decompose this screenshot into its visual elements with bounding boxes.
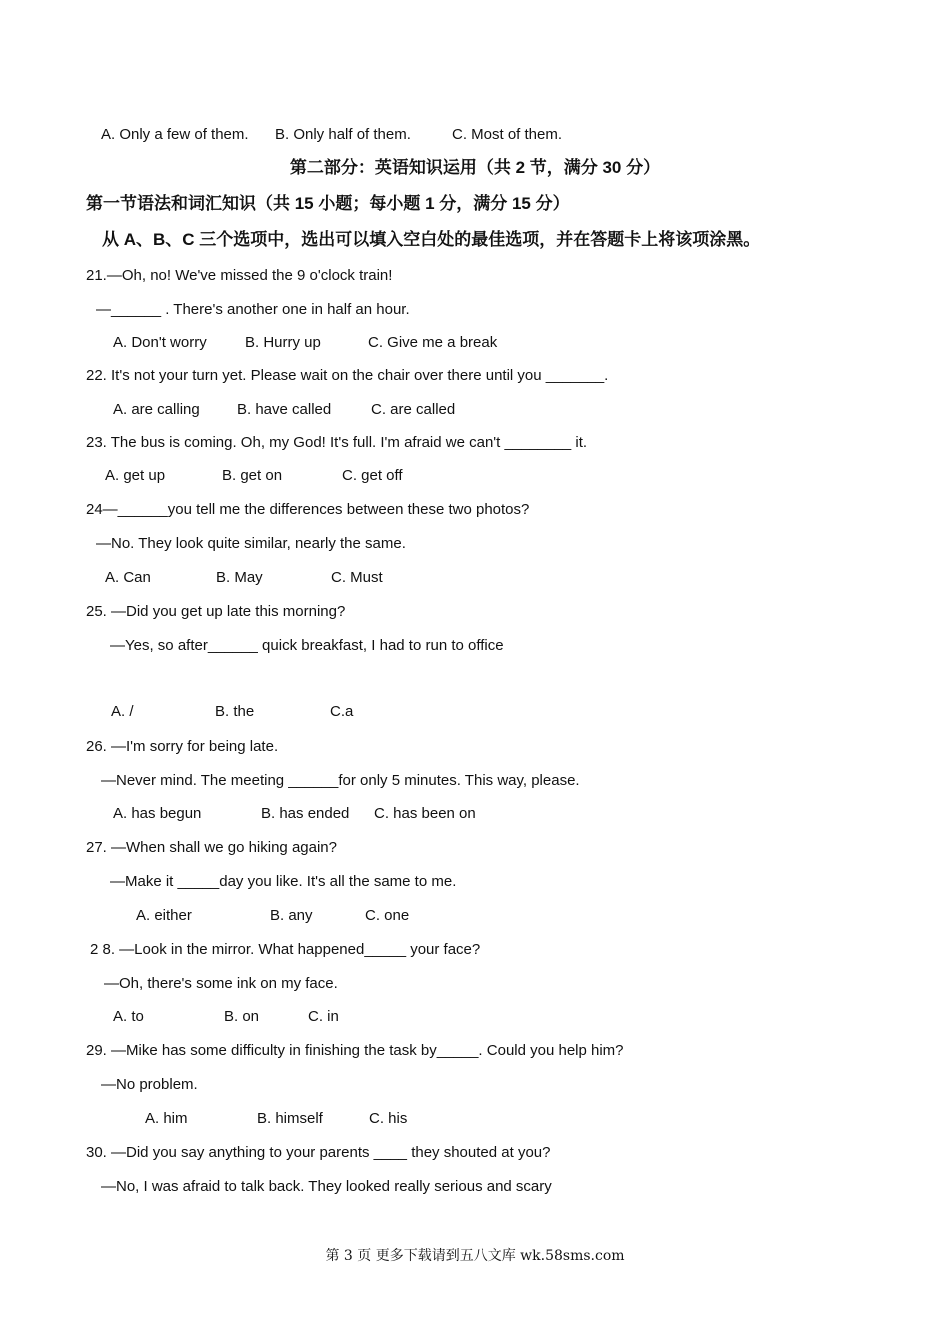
q22-option-b: B. have called <box>237 401 332 418</box>
section1-title: 第一节语法和词汇知识（共 15 小题；每小题 1 分，满分 15 分） <box>86 194 570 213</box>
q25-option-b: B. the <box>215 703 255 720</box>
q27-option-c: C. one <box>365 907 410 924</box>
question-28-reply: —Oh, there's some ink on my face. <box>104 975 338 992</box>
q28-option-c: C. in <box>308 1008 339 1025</box>
q26-option-a: A. has begun <box>113 805 202 822</box>
q21-option-c: C. Give me a break <box>368 334 498 351</box>
question-26: 26. —I'm sorry for being late. <box>86 738 279 755</box>
q27-option-a: A. either <box>136 907 192 924</box>
q22-option-c: C. are called <box>371 401 456 418</box>
question-27-reply: —Make it _____day you like. It's all the same to me. <box>110 873 457 890</box>
instructions: 从 A、B、C 三个选项中，选出可以填入空白处的最佳选项，并在答题卡上将该项涂黑。 <box>102 230 761 249</box>
q25-option-c: C.a <box>330 703 354 720</box>
q23-option-b: B. get on <box>222 467 283 484</box>
question-29-reply: —No problem. <box>101 1076 198 1093</box>
question-30-reply: —No, I was afraid to talk back. They looked really serious and scary <box>101 1178 552 1195</box>
page-footer: 第 3 页 更多下载请到五八文库 wk.58sms.com <box>325 1248 625 1264</box>
q29-option-a: A. him <box>145 1110 188 1127</box>
question-25: 25. —Did you get up late this morning? <box>86 603 346 620</box>
q21-option-a: A. Don't worry <box>113 334 207 351</box>
question-24: 24—______you tell me the differences between these two photos? <box>86 501 530 518</box>
q23-option-c: C. get off <box>342 467 403 484</box>
q20-option-c: C. Most of them. <box>452 126 563 143</box>
q20-option-a: A. Only a few of them. <box>101 126 249 143</box>
question-21-reply: —______ . There's another one in half an hour. <box>96 301 410 318</box>
question-26-reply: —Never mind. The meeting ______for only 5 minutes. This way, please. <box>101 772 580 789</box>
q24-option-b: B. May <box>216 569 263 586</box>
question-24-reply: —No. They look quite similar, nearly the same. <box>96 535 406 552</box>
q20-option-b: B. Only half of them. <box>275 126 411 143</box>
q24-option-c: C. Must <box>331 569 383 586</box>
q28-option-a: A. to <box>113 1008 144 1025</box>
question-25-reply: —Yes, so after______ quick breakfast, I had to run to office <box>110 637 504 654</box>
question-30: 30. —Did you say anything to your parents ____ they shouted at you? <box>86 1144 551 1161</box>
q26-option-b: B. has ended <box>261 805 350 822</box>
question-29: 29. —Mike has some difficulty in finishing the task by_____. Could you help him? <box>86 1042 624 1059</box>
q29-option-b: B. himself <box>257 1110 323 1127</box>
question-22: 22. It's not your turn yet. Please wait on the chair over there until you _______. <box>86 367 609 384</box>
q28-option-b: B. on <box>224 1008 260 1025</box>
question-27: 27. —When shall we go hiking again? <box>86 839 337 856</box>
q24-option-a: A. Can <box>105 569 151 586</box>
q23-option-a: A. get up <box>105 467 166 484</box>
question-21: 21.—Oh, no! We've missed the 9 o'clock train! <box>86 267 393 284</box>
q25-option-a: A. / <box>111 703 134 720</box>
question-28: 2 8. —Look in the mirror. What happened_____ your face? <box>90 941 481 958</box>
q29-option-c: C. his <box>369 1110 408 1127</box>
q21-option-b: B. Hurry up <box>245 334 321 351</box>
q26-option-c: C. has been on <box>374 805 476 822</box>
q27-option-b: B. any <box>270 907 313 924</box>
part2-title: 第二部分：英语知识运用（共 2 节，满分 30 分） <box>289 158 661 177</box>
question-23: 23. The bus is coming. Oh, my God! It's full. I'm afraid we can't ________ it. <box>86 434 588 451</box>
q22-option-a: A. are calling <box>113 401 200 418</box>
